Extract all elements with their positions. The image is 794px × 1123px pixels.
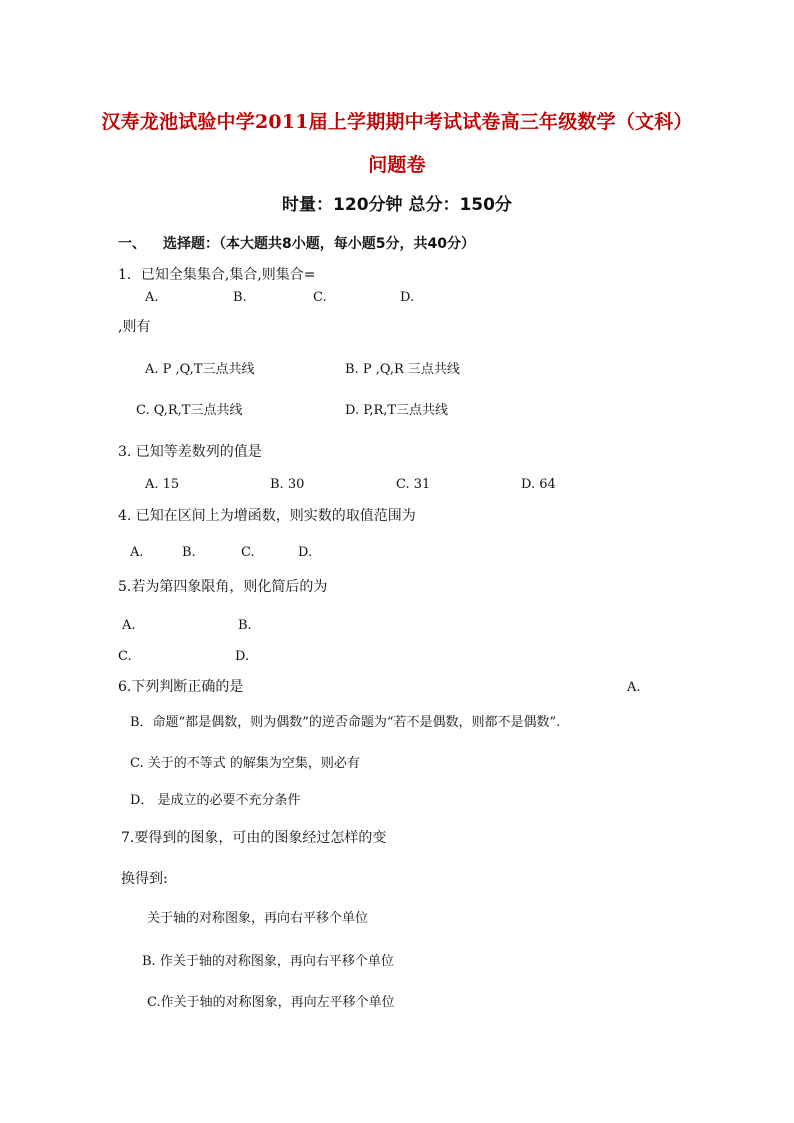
q7-option-a: 关于轴的对称图象，再向右平移个单位 (147, 911, 369, 926)
exam-title: 汉寿龙池试验中学2011届上学期期中考试试卷高三年级数学（文科） (101, 111, 693, 133)
section-number: 一、 (118, 236, 146, 252)
q7-option-c: C.作关于轴的对称图象，再向左平移个单位 (147, 995, 395, 1010)
question-1-stem: 1．已知全集集合,集合,则集合= (118, 267, 316, 283)
question-6-stem: 6.下列判断正确的是 (118, 679, 244, 695)
question-4-stem: 4. 已知在区间上为增函数，则实数的取值范围为 (118, 508, 416, 524)
question-7-stem-line1: 7.要得到的图象，可由的图象经过怎样的变 (121, 830, 387, 846)
q6-option-b: B．命题“都是偶数，则为偶数”的逆否命题为“若不是偶数，则都不是偶数”. (130, 715, 561, 730)
q1-option-a: A. (145, 290, 159, 305)
q6-option-a: A. (627, 680, 641, 695)
section-heading: 选择题：（本大题共8小题，每小题5分，共40分） (163, 236, 475, 252)
q5-option-b: B. (238, 618, 252, 633)
q1-option-d: D. (400, 290, 415, 305)
q3-option-a: A. 15 (145, 477, 180, 492)
question-5-stem: 5.若为第四象限角，则化简后的为 (118, 579, 328, 595)
q2-option-b: B. P ,Q,R 三点共线 (345, 362, 460, 377)
q4-option-b: B. (182, 545, 196, 560)
q3-option-d: D. 64 (521, 477, 556, 492)
q6-option-c: C. 关于的不等式 的解集为空集，则必有 (130, 756, 360, 771)
q4-option-a: A. (130, 545, 144, 560)
time-score-line: 时量：120分钟 总分：150分 (282, 195, 512, 215)
q5-option-d: D. (235, 649, 250, 664)
q5-option-a: A. (122, 618, 136, 633)
exam-subtitle-paper: 问题卷 (368, 154, 426, 176)
q5-option-c: C. (118, 649, 132, 664)
q1-option-b: B. (233, 290, 247, 305)
q4-option-d: D. (298, 545, 313, 560)
q2-option-a: A. P ,Q,T三点共线 (145, 362, 255, 377)
q1-option-c: C. (313, 290, 327, 305)
q2-option-d: D. P,R,T三点共线 (345, 403, 449, 418)
q4-option-c: C. (241, 545, 255, 560)
q3-option-b: B. 30 (270, 477, 305, 492)
q6-option-d: D． 是成立的必要不充分条件 (130, 793, 301, 808)
q2-option-c: C. Q,R,T三点共线 (136, 403, 243, 418)
q7-option-b: B. 作关于轴的对称图象，再向右平移个单位 (142, 954, 394, 969)
question-3-stem: 3. 已知等差数列的值是 (118, 444, 262, 460)
question-7-stem-line2: 换得到: (121, 871, 168, 887)
q3-option-c: C. 31 (396, 477, 431, 492)
question-2-stem: ,则有 (118, 319, 151, 335)
